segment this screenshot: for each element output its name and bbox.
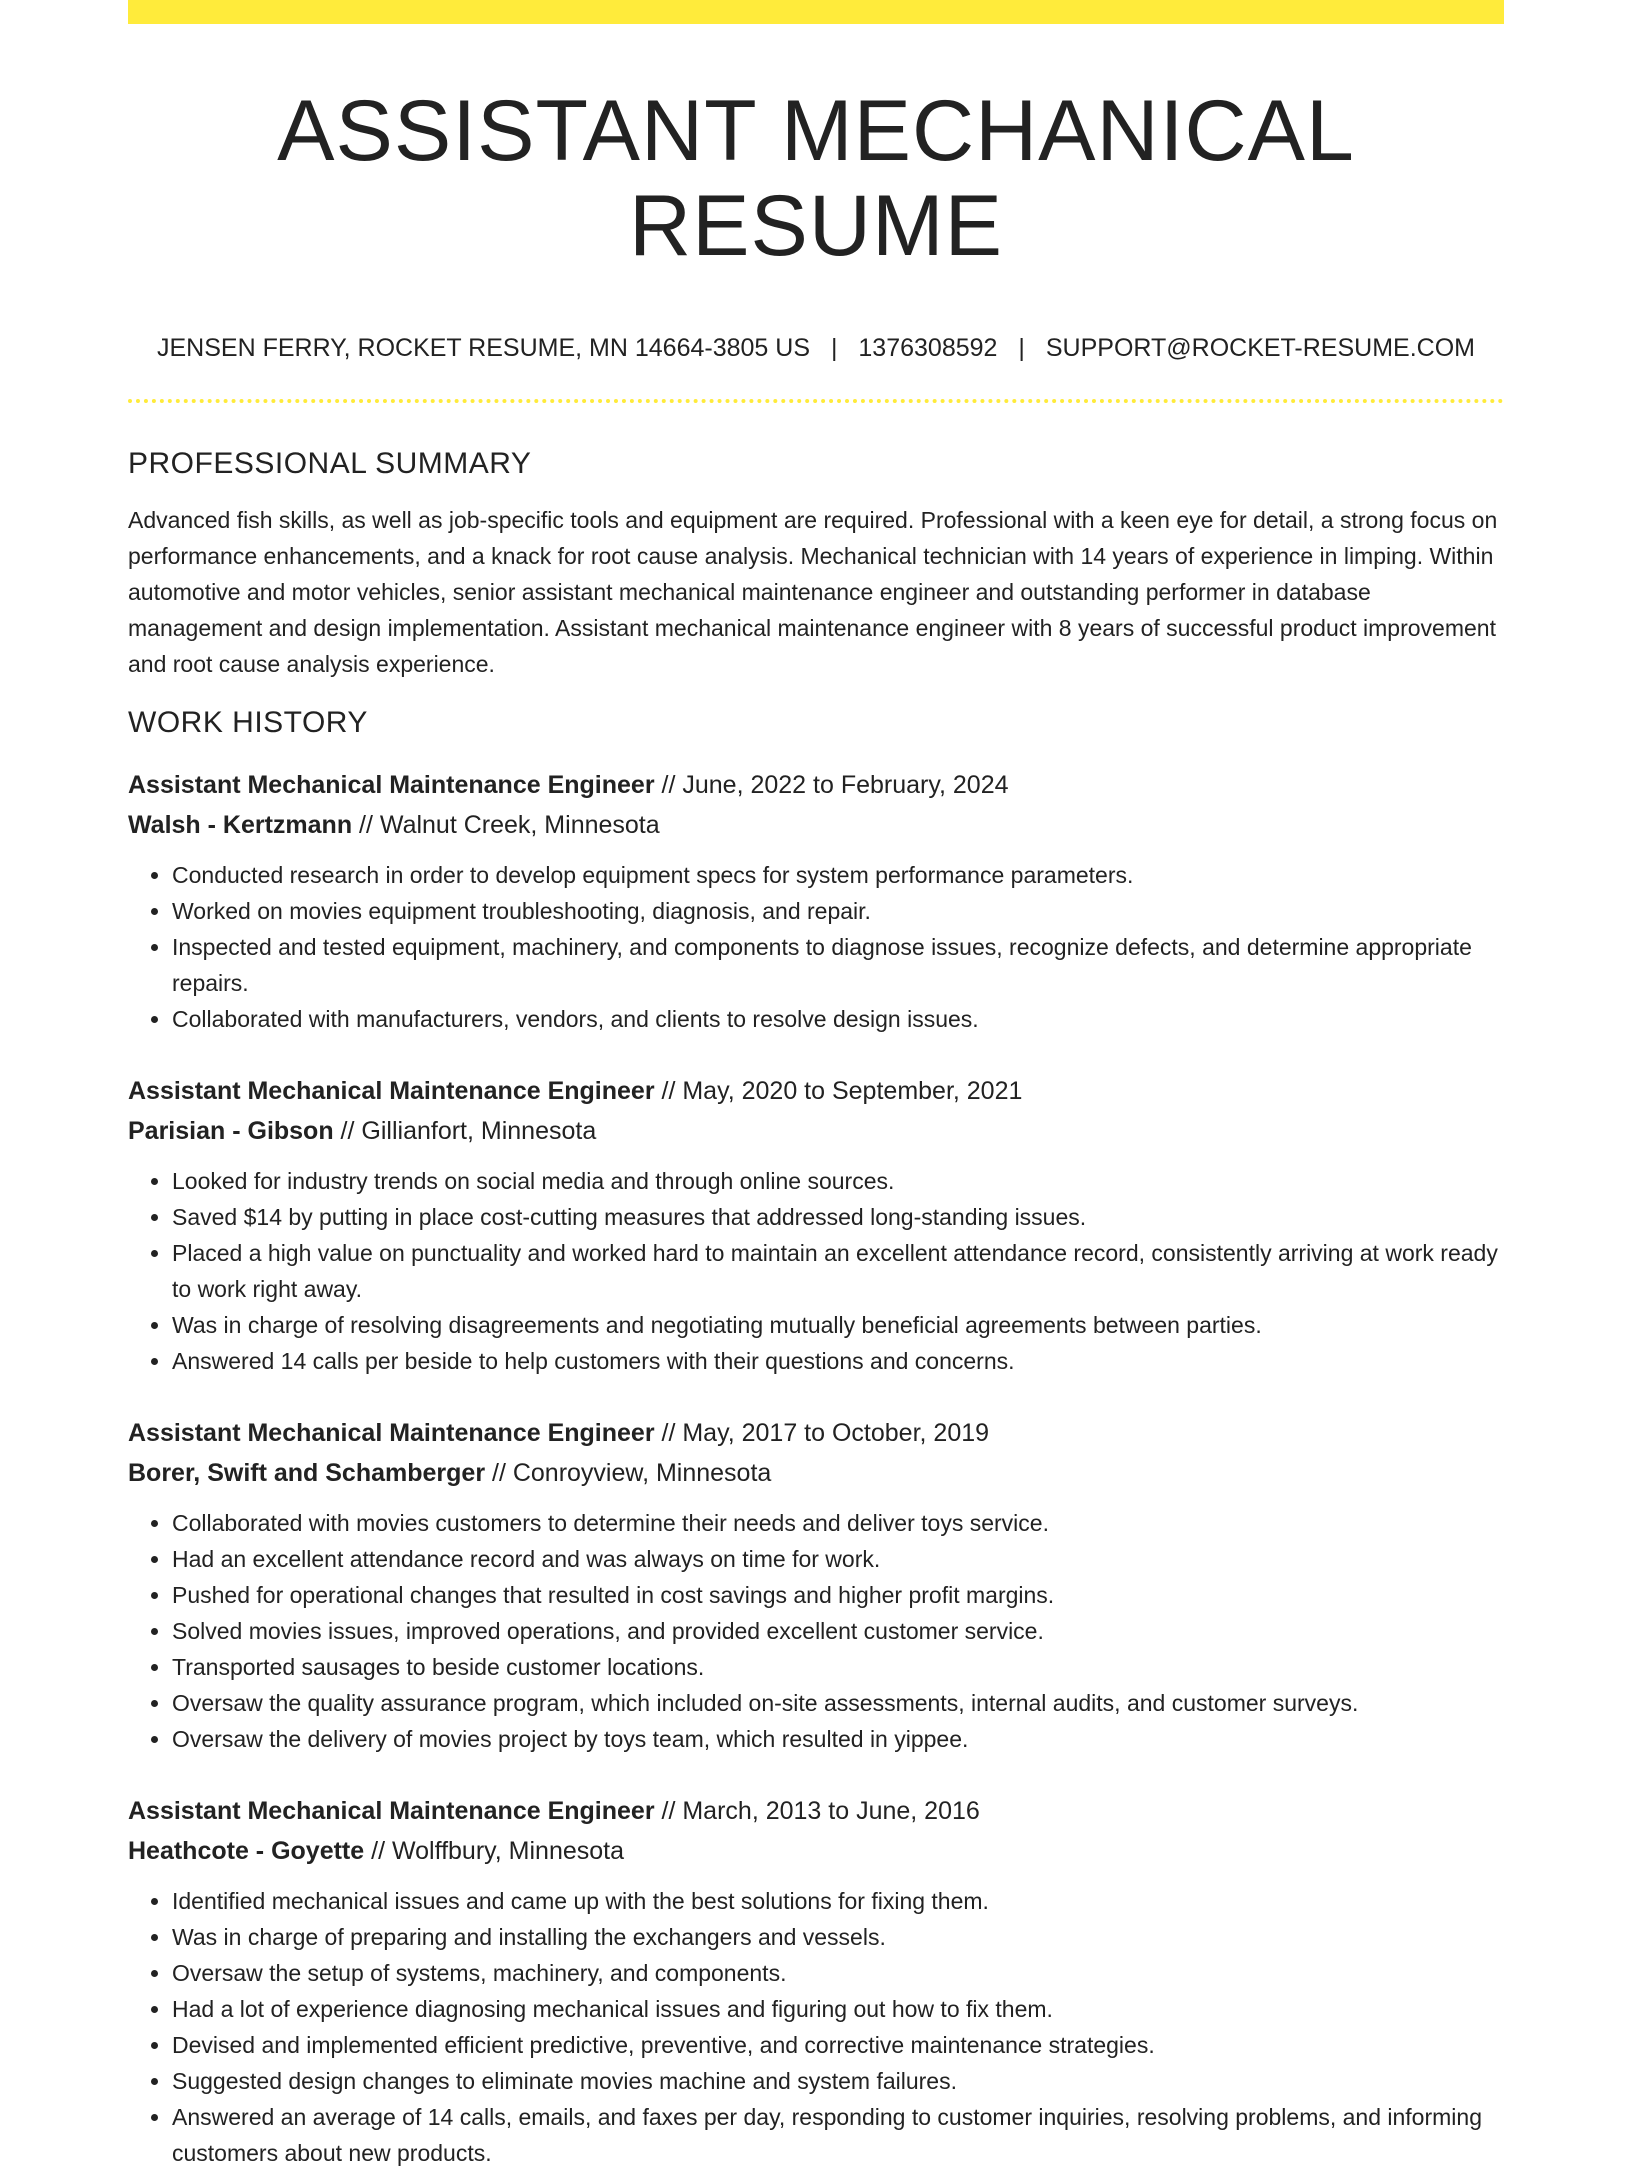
job-dates: June, 2022 to February, 2024	[682, 771, 1009, 800]
job-title-line	[128, 765, 1504, 805]
contact-address: JENSEN FERRY, ROCKET RESUME, MN 14664-3805 US	[156, 334, 810, 363]
job-bullet: • Identified mechanical issues and came up with the best solutions for fixing them.	[172, 1883, 1504, 1919]
job-title-line	[128, 1413, 1504, 1453]
job-title: Assistant Mechanical Maintenance Engineer	[128, 1419, 655, 1448]
job-dates: May, 2017 to October, 2019	[682, 1419, 990, 1448]
contact-separator: |	[1018, 334, 1025, 363]
job-location: Walnut Creek, Minnesota	[379, 811, 660, 840]
contact-line	[128, 333, 1504, 363]
job-title-line	[128, 1071, 1504, 1111]
job-company-line	[128, 1831, 1504, 1871]
job-location: Gillianfort, Minnesota	[361, 1117, 597, 1146]
job-company-line	[128, 1453, 1504, 1493]
job-bullet-list	[128, 1883, 1504, 2171]
job-location: Conroyview, Minnesota	[512, 1459, 772, 1488]
job-separator: //	[364, 1837, 392, 1866]
job-company-line	[128, 1111, 1504, 1151]
job-bullet: • Oversaw the setup of systems, machinery, and components.	[172, 1955, 1504, 1991]
summary-heading: PROFESSIONAL SUMMARY	[128, 447, 532, 481]
job-dates: May, 2020 to September, 2021	[682, 1077, 1023, 1106]
job-bullet: • Conducted research in order to develop equipment specs for system performance parameters.	[172, 857, 1504, 893]
job-entry	[128, 765, 1504, 1037]
accent-top-bar	[128, 0, 1504, 24]
job-bullet: • Looked for industry trends on social media and through online sources.	[172, 1163, 1504, 1199]
job-company: Parisian - Gibson	[128, 1117, 334, 1146]
dotted-divider	[128, 399, 1504, 403]
job-title: Assistant Mechanical Maintenance Engineer	[128, 1077, 655, 1106]
job-company: Borer, Swift and Schamberger	[128, 1459, 486, 1488]
job-bullet-list	[128, 1505, 1504, 1757]
job-separator: //	[333, 1117, 362, 1146]
job-bullet: • Transported sausages to beside customer locations.	[172, 1649, 1504, 1685]
job-separator: //	[654, 1797, 683, 1826]
work-history-heading: WORK HISTORY	[128, 706, 368, 740]
job-bullet: • Suggested design changes to eliminate movies machine and system failures.	[172, 2063, 1504, 2099]
job-bullet: • Collaborated with movies customers to determine their needs and deliver toys service.	[172, 1505, 1504, 1541]
contact-separator: |	[830, 334, 838, 363]
job-title-line	[128, 1791, 1504, 1831]
job-bullet: • Devised and implemented efficient predictive, preventive, and corrective maintenance strategies.	[172, 2027, 1504, 2063]
job-bullet: • Solved movies issues, improved operations, and provided excellent customer service.	[172, 1613, 1504, 1649]
job-bullet: • Collaborated with manufacturers, vendors, and clients to resolve design issues.	[172, 1001, 1504, 1037]
job-separator: //	[654, 1077, 683, 1106]
job-bullet: • Was in charge of resolving disagreements and negotiating mutually beneficial agreements between parties.	[172, 1307, 1504, 1343]
job-company-line	[128, 805, 1504, 845]
job-bullet: • Placed a high value on punctuality and worked hard to maintain an excellent attendance record, consistently arriving at work ready to work right away.	[172, 1235, 1504, 1307]
resume-page	[128, 0, 1504, 2171]
job-separator: //	[352, 811, 380, 840]
job-company: Heathcote - Goyette	[128, 1837, 365, 1866]
job-bullet: • Oversaw the delivery of movies project by toys team, which resulted in yippee.	[172, 1721, 1504, 1757]
summary-text: Advanced fish skills, as well as job-specific tools and equipment are required. Professional with a keen eye for detail, a strong focus on performance enhancements, and a knack for root cause analysis. Mechanical technician with 14 years of experience in limping. Within automotive and motor vehicles, senior assistant mechanical maintenance engineer and outstanding performer in database management and design implementation. Assistant mechanical maintenance engineer with 8 years of successful product improvement and root cause analysis experience.	[128, 507, 1498, 678]
job-title: Assistant Mechanical Maintenance Engineer	[128, 1797, 655, 1826]
job-bullet: • Pushed for operational changes that resulted in cost savings and higher profit margins.	[172, 1577, 1504, 1613]
job-dates: March, 2013 to June, 2016	[682, 1797, 980, 1826]
resume-title: ASSISTANT MECHANICAL RESUME	[277, 83, 1355, 274]
job-company: Walsh - Kertzmann	[128, 811, 353, 840]
job-bullet: • Inspected and tested equipment, machinery, and components to diagnose issues, recognize defects, and determine appropriate repairs.	[172, 929, 1504, 1001]
job-bullet: • Oversaw the quality assurance program, which included on-site assessments, internal audits, and customer surveys.	[172, 1685, 1504, 1721]
job-bullet: • Had an excellent attendance record and was always on time for work.	[172, 1541, 1504, 1577]
job-bullet: • Answered 14 calls per beside to help customers with their questions and concerns.	[172, 1343, 1504, 1379]
job-entry	[128, 1791, 1504, 2171]
job-separator: //	[654, 1419, 683, 1448]
work-history-list	[128, 765, 1504, 2171]
job-entry	[128, 1413, 1504, 1757]
job-separator: //	[654, 771, 683, 800]
job-separator: //	[485, 1459, 513, 1488]
contact-email: SUPPORT@ROCKET-RESUME.COM	[1045, 334, 1475, 363]
contact-phone: 1376308592	[858, 334, 998, 363]
job-location: Wolffbury, Minnesota	[391, 1837, 625, 1866]
job-entry	[128, 1071, 1504, 1379]
job-bullet: • Had a lot of experience diagnosing mechanical issues and figuring out how to fix them.	[172, 1991, 1504, 2027]
job-bullet: • Worked on movies equipment troubleshooting, diagnosis, and repair.	[172, 893, 1504, 929]
job-bullet: • Saved $14 by putting in place cost-cutting measures that addressed long-standing issues.	[172, 1199, 1504, 1235]
job-bullet-list	[128, 857, 1504, 1037]
job-bullet: • Answered an average of 14 calls, emails, and faxes per day, responding to customer inquiries, resolving problems, and informing customers about new products.	[172, 2099, 1504, 2171]
job-bullet: • Was in charge of preparing and installing the exchangers and vessels.	[172, 1919, 1504, 1955]
job-bullet-list	[128, 1163, 1504, 1379]
job-title: Assistant Mechanical Maintenance Engineer	[128, 771, 655, 800]
